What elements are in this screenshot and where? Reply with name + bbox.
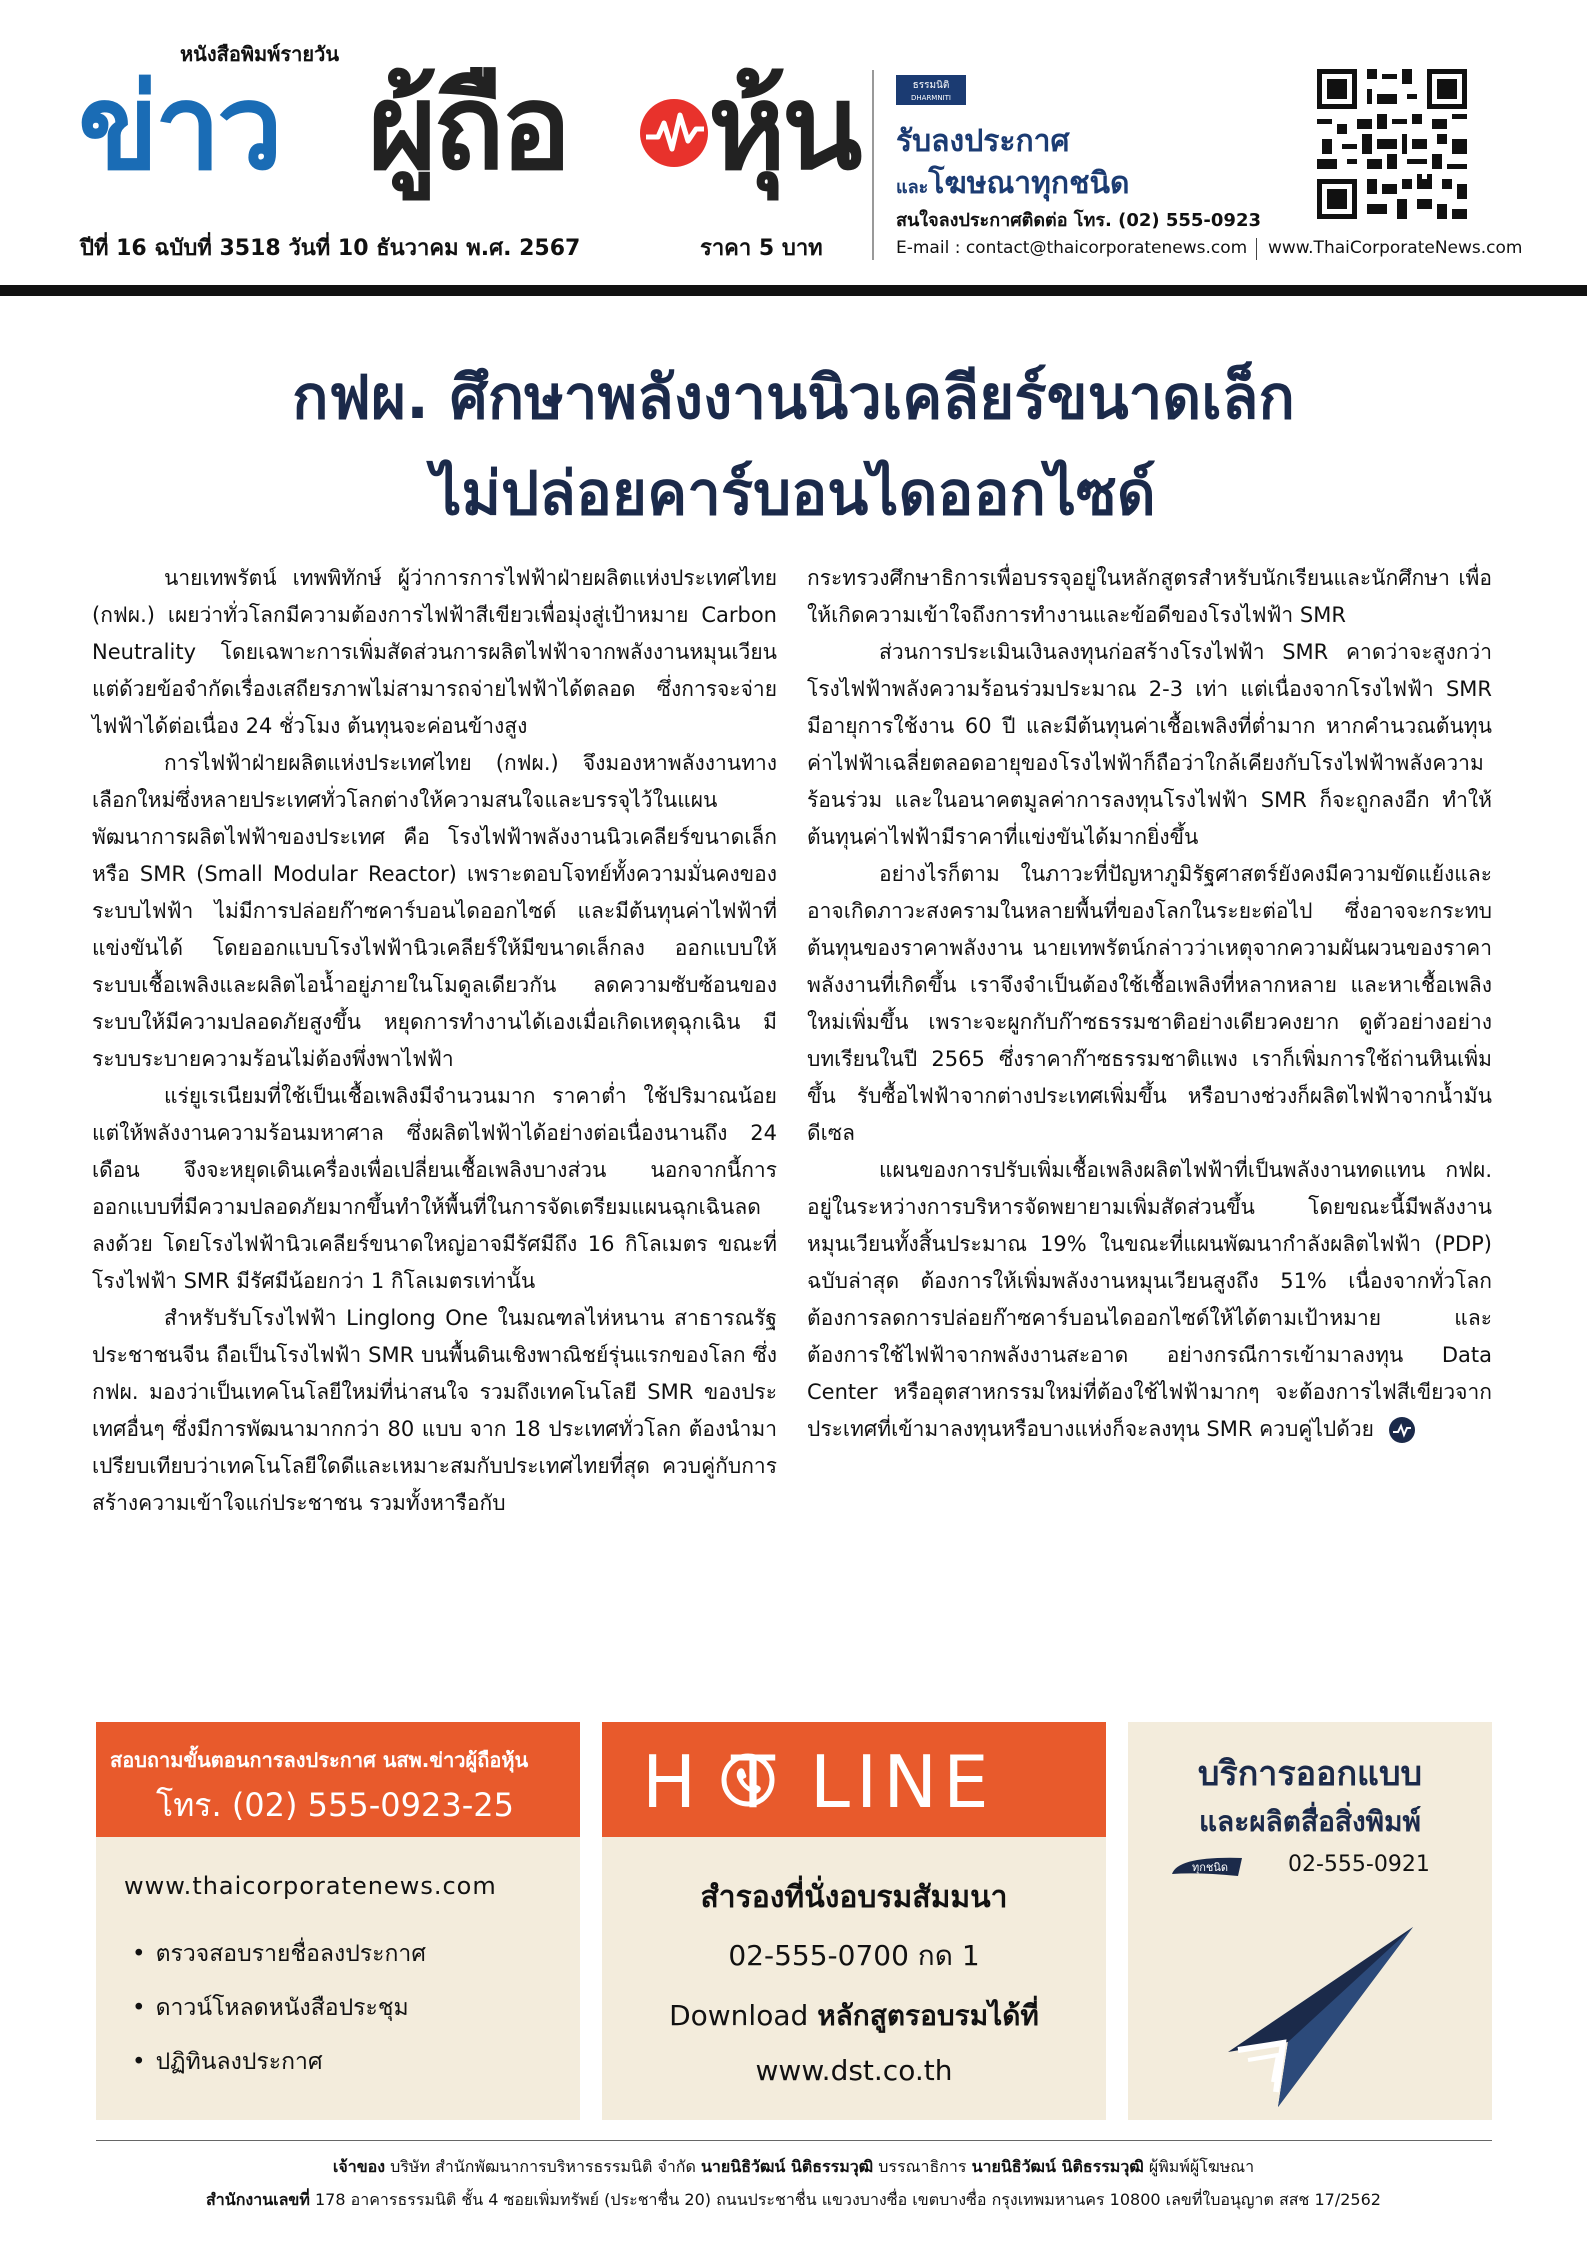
- print-design-phone[interactable]: 02-555-0921: [1288, 1852, 1430, 1877]
- list-item[interactable]: • ปฏิทินลงประกาศ: [132, 2035, 426, 2089]
- ad-web-link[interactable]: www.ThaiCorporateNews.com: [1268, 238, 1523, 258]
- article-body: [92, 560, 1492, 1670]
- footer-editor-label: บรรณาธิการ: [873, 2157, 972, 2176]
- footer-owner-line: [0, 2155, 1587, 2180]
- dharmniti-sub: DHARMNITI: [911, 94, 951, 102]
- stock-chart-icon: [638, 97, 710, 169]
- print-design-logo-icon: [1218, 1922, 1418, 2112]
- thaicorporatenews-link[interactable]: www.thaicorporatenews.com: [124, 1872, 497, 1900]
- list-item[interactable]: • ตรวจสอบรายชื่อลงประกาศ: [132, 1927, 426, 1981]
- hotline-title: H T LINE: [642, 1740, 995, 1824]
- course-download-label: [602, 1994, 1106, 2038]
- article-paragraph: ส่วนการประเมินเงินลงทุนก่อสร้างโรงไฟฟ้า SMR คาดว่าจะสูงกว่าโรงไฟฟ้าพลังความร้อนร่วมประมาณ 2-3 เท่า แต่เนื่องจากโรงไฟฟ้า SMR มีอายุการใช้งาน 60 ปี และมีต้นทุนค่าเชื้อเพลิงที่ต่ำมาก หากคำนวณต้นทุนค่าไฟฟ้าเฉลี่ยตลอดอายุของโรงไฟฟ้าก็ถือว่าใกล้เคียงกับโรงไฟฟ้าพลังความร้อนร่วม และในอนาคตมูลค่าการลงทุนโรงไฟฟ้า SMR ก็จะถูกลงอีก ทำให้ต้นทุนค่าไฟฟ้ามีราคาที่แข่งขันได้มากยิ่งขึ้น: [807, 640, 1492, 849]
- headline-line-1: กฟผ. ศึกษาพลังงานนิวเคลียร์ขนาดเล็ก: [292, 363, 1295, 433]
- seminar-booking-phone[interactable]: 02-555-0700 กด 1: [728, 1939, 980, 1972]
- announcement-info-phone[interactable]: โทร. (02) 555-0923-25: [156, 1786, 514, 1824]
- footer-publisher-name: นายนิธิวัฒน์ นิติธรรมวุฒิ: [971, 2157, 1144, 2176]
- footer-address-line: [0, 2188, 1587, 2213]
- article-headline: [0, 350, 1587, 542]
- course-download-prefix: Download: [669, 1999, 818, 2032]
- qr-code-icon[interactable]: [1312, 64, 1472, 224]
- article-paragraph: สำหรับรับโรงไฟฟ้า Linglong One ในมณฑลไห่หนาน สาธารณรัฐประชาชนจีน ถือเป็นโรงไฟฟ้า SMR บนพื้นดินเชิงพาณิชย์รุ่นแรกของโลก ซึ่ง กฟผ. มองว่าเป็นเทคโนโลยีใหม่ที่น่าสนใจ รวมถึงเทคโนโลยี SMR ของประเทศอื่นๆ ซึ่งมีการพัฒนามากกว่า 80 แบบ จาก 18 ประเทศทั่วโลก ต้องนำมาเปรียบเทียบว่าเทคโนโลยีใดดีและเหมาะสมกับประเทศไทยที่สุด ควบคู่กับการสร้างความเข้าใจแก่ประชาชน รวมทั้งหารือกับ: [92, 1306, 777, 1515]
- article-paragraph: การไฟฟ้าฝ่ายผลิตแห่งประเทศไทย (กฟผ.) จึงมองหาพลังงานทางเลือกใหม่ซึ่งหลายประเทศทั่วโลกต่างให้ความสนใจและบรรจุไว้ในแผนพัฒนาการผลิตไฟฟ้าของประเทศ คือ โรงไฟฟ้าพลังงานนิวเคลียร์ขนาดเล็ก หรือ SMR (Small Modular Reactor) เพราะตอบโจทย์ทั้งความมั่นคงของระบบไฟฟ้า ไม่มีการปล่อยก๊าซคาร์บอนไดออกไซด์ และมีต้นทุนค่าไฟฟ้าที่แข่งขันได้ โดยออกแบบโรงไฟฟ้านิวเคลียร์ให้มีขนาดเล็กลง ออกแบบให้ระบบเชื้อเพลิงและผลิตไอน้ำอยู่ภายในโมดูลเดียวกัน ลดความซับซ้อนของระบบให้มีความปลอดภัยสูงขึ้น หยุดการทำงานได้เองเมื่อเกิดเหตุฉุกเฉิน มีระบบระบายความร้อนไม่ต้องพึ่งพาไฟฟ้า: [92, 751, 777, 1071]
- article-end-icon: [1388, 1416, 1416, 1444]
- article-paragraph: อย่างไรก็ตาม ในภาวะที่ปัญหาภูมิรัฐศาสตร์ยังคงมีความขัดแย้งและอาจเกิดภาวะสงครามในหลายพื้นที่ของโลกในระยะต่อไป ซึ่งอาจจะกระทบต้นทุนของราคาพลังงาน นายเทพรัตน์กล่าวว่าเหตุจากความผันผวนของราคาพลังงานที่เกิดขึ้น เราจึงจำเป็นต้องใช้เชื้อเพลิงที่หลากหลาย และหาเชื้อเพลิงใหม่เพิ่มขึ้น เพราะจะผูกกับก๊าซธรรมชาติอย่างเดียวคงยาก ดูตัวอย่างอย่างบทเรียนในปี 2565 ซึ่งราคาก๊าซธรรมชาติแพง เราก็เพิ่มการใช้ถ่านหินเพิ่มขึ้น รับซื้อไฟฟ้าจากต่างประเทศเพิ่มขึ้น หรือบางช่วงก็ผลิตไฟฟ้าจากน้ำมันดีเซล: [807, 862, 1492, 1145]
- ad-line-2: [896, 160, 1129, 207]
- price-label: ราคา 5 บาท: [700, 236, 823, 261]
- hotline-panel: [602, 1722, 1106, 2120]
- logo-word-3: หุ้น: [708, 58, 859, 196]
- masthead-rule: [0, 285, 1587, 296]
- print-design-panel: [1128, 1722, 1492, 2120]
- announcement-info-header: [96, 1722, 580, 1837]
- hotline-header: [602, 1722, 1106, 1837]
- ad-line-1: รับลงประกาศ: [896, 124, 1070, 159]
- article-column-1: [92, 560, 777, 1522]
- service-list: [132, 1927, 426, 2089]
- article-paragraph-last: [807, 1152, 1492, 1448]
- print-design-title: บริการออกแบบ: [1197, 1754, 1423, 1794]
- article-paragraph-text: แผนของการปรับเพิ่มเชื้อเพลิงผลิตไฟฟ้าที่เป็นพลังงานทดแทน กฟผ. อยู่ในระหว่างการบริหารจัดพยายามเพิ่มสัดส่วนขึ้น โดยขณะนี้มีพลังงานหมุนเวียนทั้งสิ้นประมาณ 19% ในขณะที่แผนพัฒนากำลังผลิตไฟฟ้า (PDP) ฉบับล่าสุด ต้องการให้เพิ่มพลังงานหมุนเวียนสูงถึง 51% เนื่องจากทั่วโลกต้องการลดการปล่อยก๊าซคาร์บอนไดออกไซด์ให้ได้ตามเป้าหมาย และต้องการใช้ไฟฟ้าจากพลังงานสะอาด อย่างกรณีการเข้ามาลงทุน Data Center หรืออุตสาหกรรมใหม่ที่ต้องใช้ไฟฟ้ามากๆ จะต้องการไฟสีเขียวจากประเทศที่เข้ามาลงทุนหรือบางแห่งก็จะลงทุน SMR ควบคู่ไปด้วย: [807, 1158, 1492, 1441]
- footer-publisher-label: ผู้พิมพ์ผู้โฆษณา: [1143, 2157, 1255, 2176]
- logo-word-1: ข่าว: [78, 58, 280, 196]
- print-design-subtitle: และผลิตสื่อสิ่งพิมพ์: [1198, 1805, 1422, 1838]
- phone-icon: [720, 1752, 776, 1808]
- dst-website-link[interactable]: www.dst.co.th: [755, 2054, 953, 2087]
- masthead: [0, 0, 1587, 296]
- dharmniti-label: ธรรมนิติ: [912, 80, 950, 91]
- footer-editor-name: นายนิธิวัฒน์ นิติธรรมวุฒิ: [700, 2157, 874, 2176]
- article-paragraph: นายเทพรัตน์ เทพพิทักษ์ ผู้ว่าการการไฟฟ้าฝ่ายผลิตแห่งประเทศไทย (กฟผ.) เผยว่าทั่วโลกมีความต้องการไฟฟ้าสีเขียวเพื่อมุ่งสู่เป้าหมาย Carbon Neutrality โดยเฉพาะการเพิ่มสัดส่วนการผลิตไฟฟ้าจากพลังงานหมุนเวียน แต่ด้วยข้อจำกัดเรื่องเสถียรภาพไม่สามารถจ่ายไฟฟ้าได้ตลอด ซึ่งการจะจ่ายไฟฟ้าได้ต่อเนื่อง 24 ชั่วโมง ต้นทุนจะค่อนข้างสูง: [92, 566, 777, 738]
- announcement-info-panel: [96, 1722, 580, 2120]
- ad-line-2-text: โฆษณาทุกชนิด: [928, 166, 1130, 201]
- all-kinds-badge: [1168, 1852, 1246, 1882]
- dharmniti-logo: [896, 75, 966, 105]
- footer-rule: [96, 2140, 1492, 2141]
- masthead-divider: [872, 70, 874, 260]
- ad-email-link[interactable]: E-mail : contact@thaicorporatenews.com: [896, 238, 1248, 258]
- article-paragraph: แร่ยูเรเนียมที่ใช้เป็นเชื้อเพลิงมีจำนวนมาก ราคาต่ำ ใช้ปริมาณน้อย แต่ให้พลังงานความร้อนมหาศาล ซึ่งผลิตไฟฟ้าได้อย่างต่อเนื่องนานถึง 24 เดือน จึงจะหยุดเดินเครื่องเพื่อเปลี่ยนเชื้อเพลิงบางส่วน นอกจากนี้การออกแบบที่มีความปลอดภัยมากขึ้นทำให้พื้นที่ในการจัดเตรียมแผนฉุกเฉินลดลงด้วย โดยโรงไฟฟ้านิวเคลียร์ขนาดใหญ่อาจมีรัศมีถึง 16 กิโลเมตร ขณะที่โรงไฟฟ้า SMR มีรัศมีน้อยกว่า 1 กิโลเมตรเท่านั้น: [92, 1084, 777, 1293]
- logo-word-2: ผู้ถือ: [368, 58, 568, 196]
- ad-separator: [1256, 238, 1257, 260]
- issue-line: ปีที่ 16 ฉบับที่ 3518 วันที่ 10 ธันวาคม พ.ศ. 2567: [80, 236, 581, 261]
- headline-line-2: ไม่ปล่อยคาร์บอนไดออกไซด์: [431, 459, 1156, 529]
- footer-address-text: 178 อาคารธรรมนิติ ชั้น 4 ซอยเพิ่มทรัพย์ (ประชาชื่น 20) ถนนประชาชื่น แขวงบางซื่อ เขตบางซื่อ กรุงเทพมหานคร 10800 เลขที่ใบอนุญาต สสช 17/2562: [309, 2190, 1381, 2209]
- ad-line-2-prefix: และ: [896, 177, 929, 198]
- list-item[interactable]: • ดาวน์โหลดหนังสือประชุม: [132, 1981, 426, 2035]
- footer-owner-company: บริษัท สำนักพัฒนาการบริหารธรรมนิติ จำกัด: [385, 2157, 701, 2176]
- all-kinds-badge-text: ทุกชนิด: [1191, 1861, 1229, 1874]
- article-column-2: [807, 560, 1492, 1448]
- ad-contact: สนใจลงประกาศติดต่อ โทร. (02) 555-0923: [896, 210, 1262, 231]
- masthead-tagline: หนังสือพิมพ์รายวัน: [180, 42, 339, 66]
- seminar-booking-label: สำรองที่นั่งอบรมสัมมนา: [700, 1880, 1008, 1915]
- announcement-info-title: สอบถามขั้นตอนการลงประกาศ นสพ.ข่าวผู้ถือหุ้น: [110, 1748, 529, 1772]
- newspaper-logo[interactable]: [78, 52, 859, 217]
- footer-owner-label: เจ้าของ: [332, 2157, 386, 2176]
- footer-address-label: สำนักงานเลขที่: [206, 2190, 310, 2209]
- course-download-text: หลักสูตรอบรมได้ที่: [817, 1999, 1039, 2032]
- article-paragraph-continued: กระทรวงศึกษาธิการเพื่อบรรจุอยู่ในหลักสูตรสำหรับนักเรียนและนักศึกษา เพื่อให้เกิดความเข้าใจถึงการทำงานและข้อดีของโรงไฟฟ้า SMR: [807, 566, 1492, 627]
